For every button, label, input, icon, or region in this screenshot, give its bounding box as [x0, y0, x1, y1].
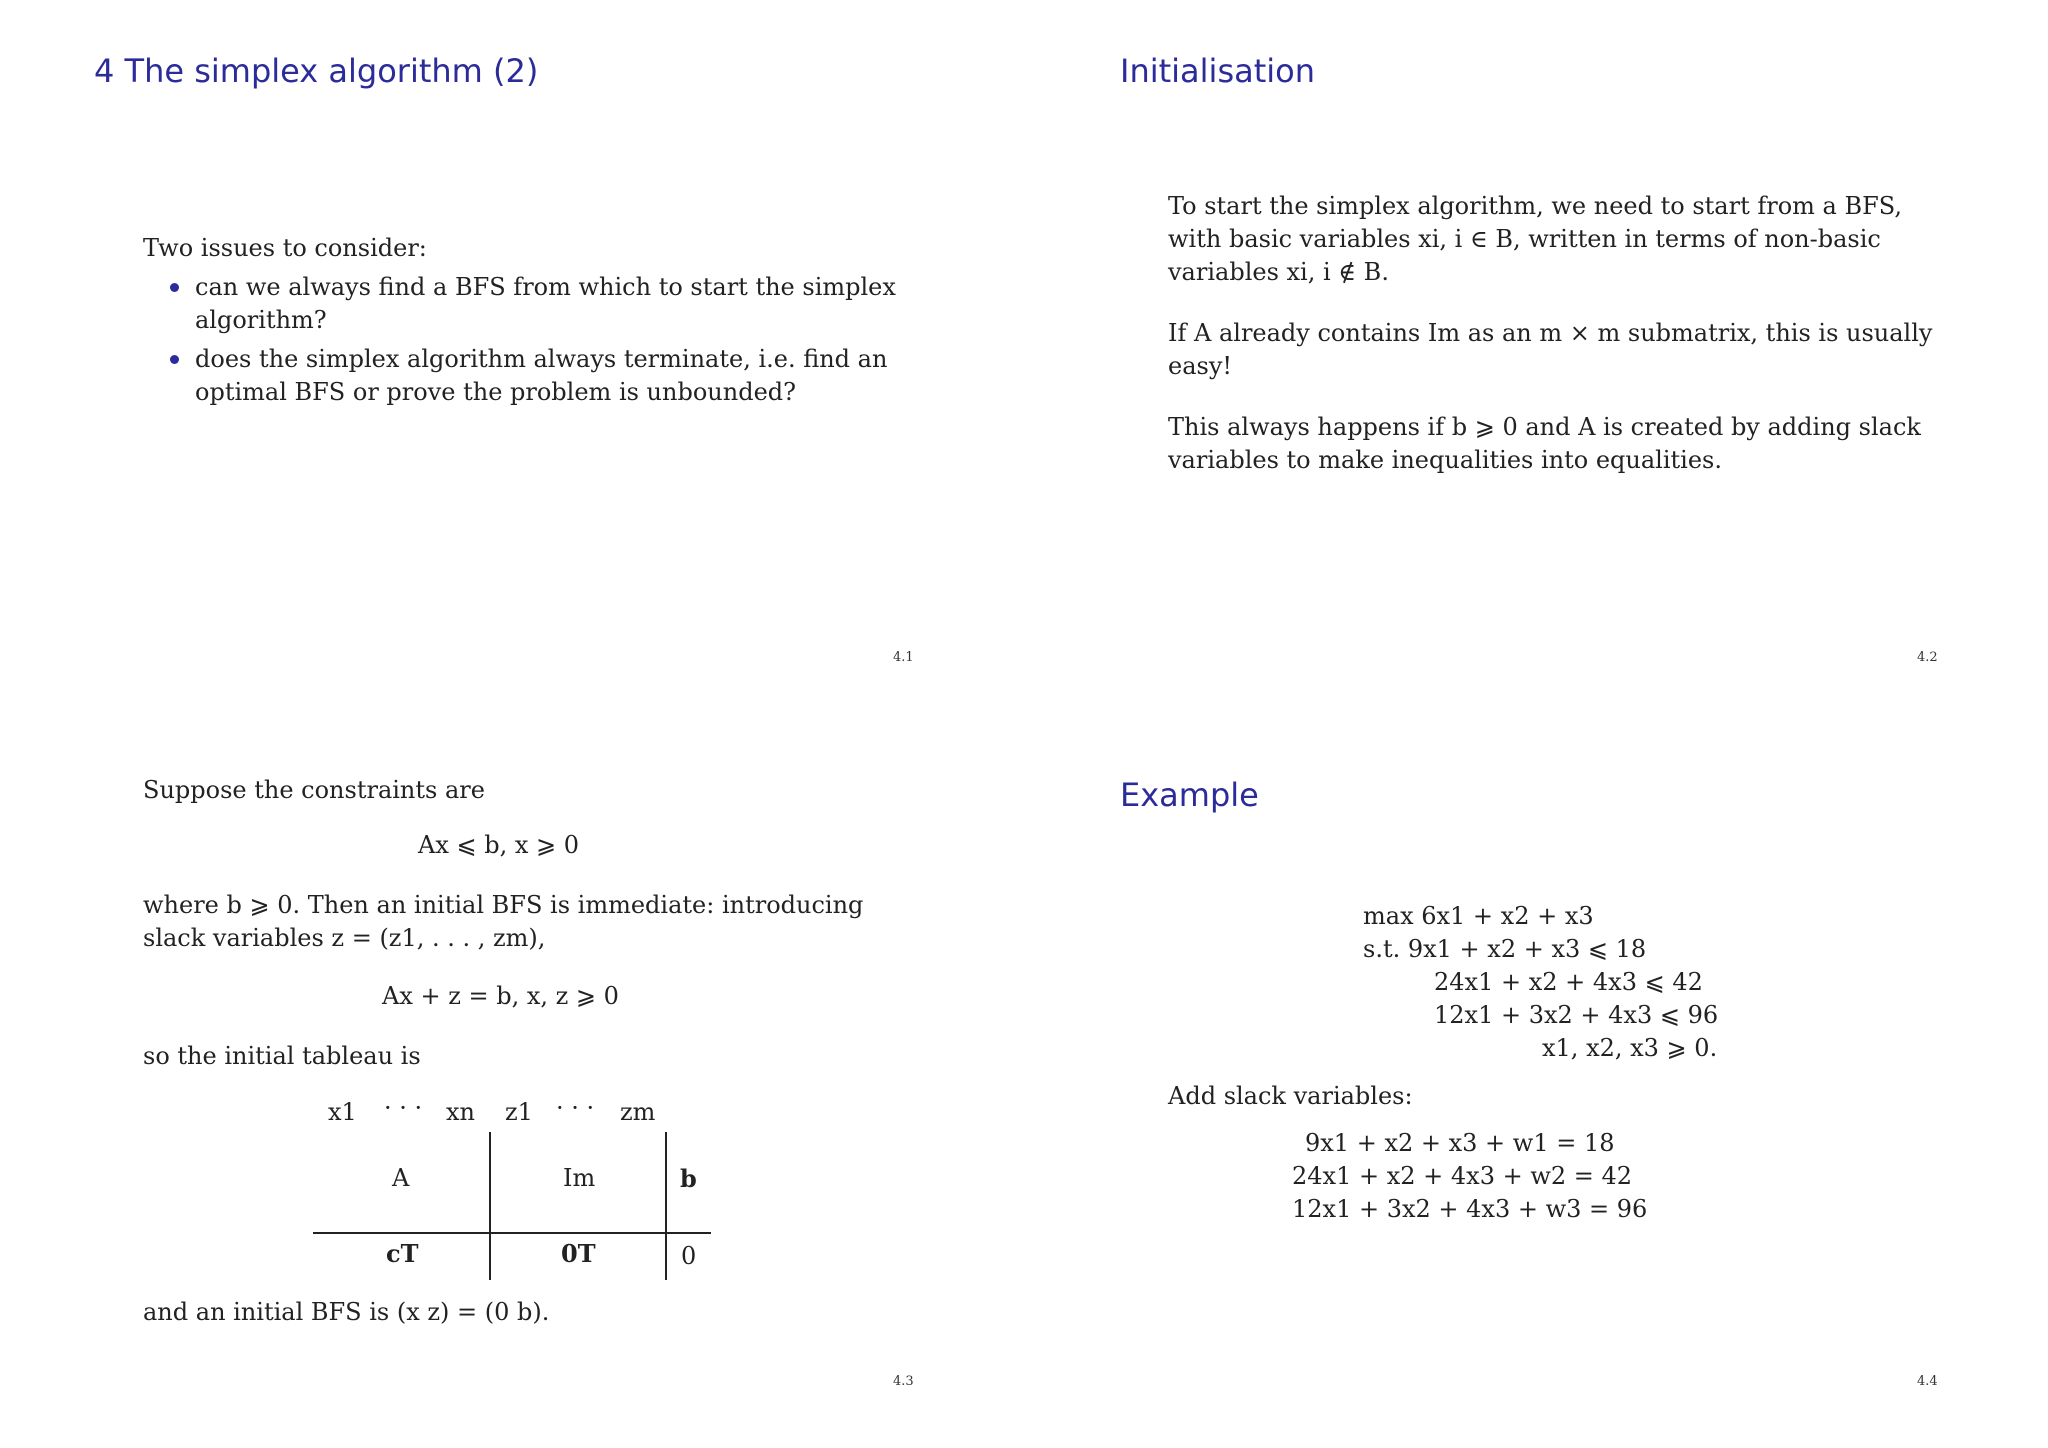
tableau-header: x1	[328, 1098, 357, 1126]
tableau-cell: A	[392, 1164, 410, 1192]
paragraph: Add slack variables:	[1168, 1082, 1413, 1110]
slide-title: Initialisation	[1120, 52, 1316, 90]
tableau-cell: 0	[681, 1242, 697, 1270]
constraint-line: 24x1 + x2 + 4x3 ⩽ 42	[1434, 968, 1703, 996]
slide-number: 4.4	[1917, 1374, 1938, 1389]
paragraph: and an initial BFS is (x z) = (0 b).	[143, 1298, 550, 1326]
tableau-header: xn	[446, 1098, 475, 1126]
tableau-cell: cT	[386, 1239, 419, 1268]
bullet-icon	[170, 283, 179, 292]
slide-number: 4.1	[893, 650, 914, 665]
tableau-divider	[489, 1132, 491, 1280]
equation-line: 9x1 + x2 + x3 + w1 = 18	[1305, 1129, 1615, 1157]
paragraph: so the initial tableau is	[143, 1042, 421, 1070]
list-item-text: can we always find a BFS from which to start the simplex algorithm?	[195, 273, 896, 334]
constraint-line: 12x1 + 3x2 + 4x3 ⩽ 96	[1434, 1001, 1719, 1029]
list-item	[143, 271, 903, 337]
list-item-text: does the simplex algorithm always terminate, i.e. find an optimal BFS or prove the problem is unbounded?	[195, 345, 888, 406]
slide-body	[143, 232, 903, 415]
tableau-cell: b	[680, 1164, 697, 1193]
slide-4-1	[0, 0, 1024, 724]
slide-title: 4 The simplex algorithm (2)	[94, 52, 539, 90]
nonnegativity-line: x1, x2, x3 ⩾ 0.	[1542, 1034, 1718, 1062]
tableau-header: · · ·	[556, 1094, 595, 1122]
tableau-header: z1	[505, 1098, 533, 1126]
paragraph: where b ⩾ 0. Then an initial BFS is immediate: introducing slack variables z = (z1, . . . , zm),	[143, 891, 864, 952]
tableau-divider	[313, 1232, 711, 1234]
slide-4-4	[1024, 724, 2048, 1448]
slide-title: Example	[1120, 776, 1259, 814]
slide-number: 4.2	[1917, 650, 1938, 665]
slide-number: 4.3	[893, 1374, 914, 1389]
equation-constraints: Ax ⩽ b, x ⩾ 0	[418, 831, 580, 859]
tableau-cell: 0T	[561, 1239, 596, 1268]
intro-text: Two issues to consider:	[143, 234, 427, 262]
slide-body	[1168, 190, 1943, 505]
objective-line: max 6x1 + x2 + x3	[1363, 902, 1594, 930]
tableau-header: zm	[620, 1098, 656, 1126]
paragraph: If A already contains Im as an m × m submatrix, this is usually easy!	[1168, 319, 1933, 380]
tableau-divider	[665, 1132, 667, 1280]
equation-slack: Ax + z = b, x, z ⩾ 0	[382, 982, 619, 1010]
tableau-cell: Im	[563, 1164, 596, 1192]
slide-4-2	[1024, 0, 2048, 724]
bullet-icon	[170, 355, 179, 364]
equation-line: 12x1 + 3x2 + 4x3 + w3 = 96	[1292, 1195, 1648, 1223]
paragraph: This always happens if b ⩾ 0 and A is created by adding slack variables to make inequalities into equalities.	[1168, 413, 1921, 474]
constraint-line: s.t. 9x1 + x2 + x3 ⩽ 18	[1363, 935, 1647, 963]
equation-line: 24x1 + x2 + 4x3 + w2 = 42	[1292, 1162, 1633, 1190]
intro-text: Suppose the constraints are	[143, 776, 485, 804]
bullet-list	[143, 271, 903, 409]
slide-4-3	[0, 724, 1024, 1448]
list-item	[143, 343, 903, 409]
paragraph: To start the simplex algorithm, we need to start from a BFS, with basic variables xi, i ∈ B, written in terms of non-basic variables xi, i ∉ B.	[1168, 192, 1902, 286]
tableau-header: · · ·	[384, 1094, 423, 1122]
